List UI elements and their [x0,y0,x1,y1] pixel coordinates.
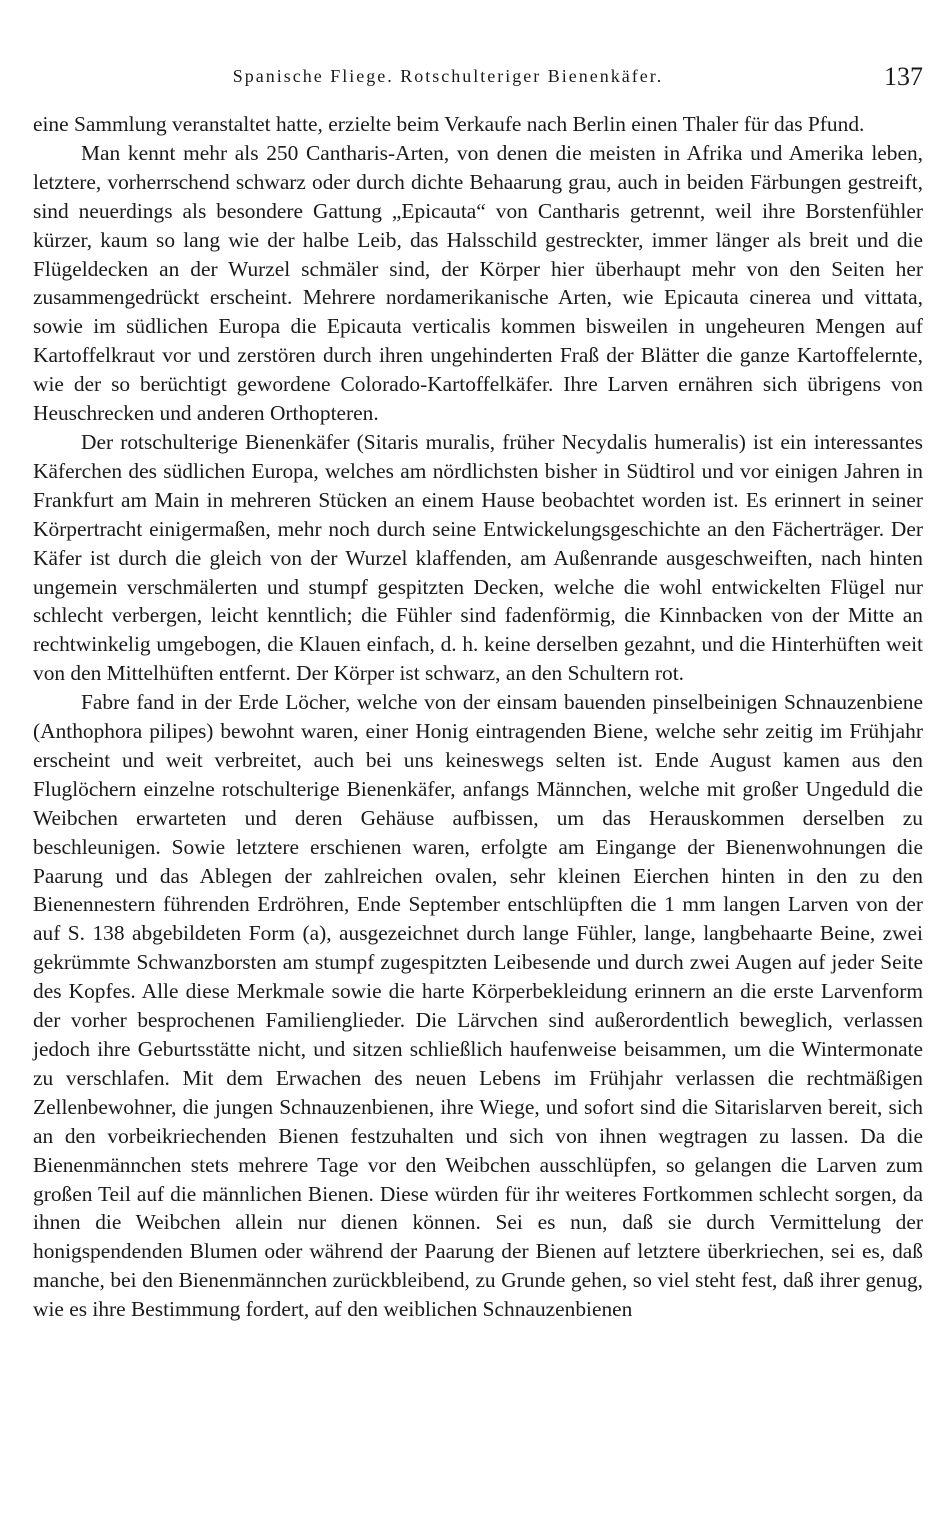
page-number: 137 [884,62,923,91]
book-page [33,0,923,1538]
paragraph-fabre-observations: Fabre fand in der Erde Löcher, welche von der einsam bauenden pinselbeinigen Schnauzenbiene (Anthophora pilipes) bewohnt waren, einer Honig eintragenden Biene, welche sehr zeitig im Frühjahr erscheint und weit verbreitet, auch bei uns keineswegs selten ist. Ende August kamen aus den Fluglöchern einzelne rotschulterige Bienenkäfer, anfangs Männchen, welche mit großer Ungeduld die Weibchen erwarteten und deren Gehäuse aufbissen, um das Herauskommen derselben zu beschleunigen. Sowie letztere erschienen waren, erfolgte am Eingange der Bienenwohnungen die Paarung und das Ablegen der zahlreichen ovalen, sehr kleinen Eierchen hinten in den zu den Bienennestern führenden Erdröhren, Ende September entschlüpften die 1 mm langen Larven von der auf S. 138 abgebildeten Form (a), ausgezeichnet durch lange Fühler, lange, langbehaarte Beine, zwei gekrümmte Schwanzborsten am stumpf zugespitzten Leibesende und durch zwei Augen auf jeder Seite des Kopfes. Alle diese Merkmale sowie die harte Körperbekleidung erinnern an die erste Larvenform der vorher besprochenen Familienglieder. Die Lärvchen sind außerordentlich beweglich, verlassen jedoch ihre Geburtsstätte nicht, und sitzen schließlich haufenweise beisammen, um die Wintermonate zu verschlafen. Mit dem Erwachen des neuen Lebens im Frühjahr verlassen die rechtmäßigen Zellenbewohner, die jungen Schnauzenbienen, ihre Wiege, und sofort sind die Sitarislarven bereit, sich an den vorbeikriechenden Bienen festzuhalten und sich von ihnen wegtragen zu lassen. Da die Bienenmännchen stets mehrere Tage vor den Weibchen ausschlüpfen, so gelangen die Larven zum großen Teil auf die männlichen Bienen. Diese würden für ihr weiteres Fortkommen schlecht sorgen, da ihnen die Weibchen allein nur dienen können. Sei es nun, daß sie durch Vermittelung der honigspendenden Blumen oder während der Paarung der Bienen auf letztere überkriechen, sei es, daß manche, bei den Bienenmännchen zurückbleibend, zu Grunde gehen, so viel steht fest, daß ihrer genug, wie es ihre Bestimmung fordert, auf den weiblichen Schnauzenbienen [33,690,923,1322]
paragraph-continuation: eine Sammlung veranstaltet hatte, erzielte beim Verkaufe nach Berlin einen Thaler für das Pfund. [33,112,865,136]
paragraph-sitaris-description: Der rotschulterige Bienenkäfer (Sitaris muralis, früher Necydalis humeralis) ist ein interessantes Käferchen des südlichen Europa, welches am nördlichsten bisher in Südtirol und vor einigen Jahren in Frankfurt am Main in mehreren Stücken an einem Hause beobachtet worden ist. Es erinnert in seiner Körpertracht einigermaßen, mehr noch durch seine Entwickelungsgeschichte an den Fächerträger. Der Käfer ist durch die gleich von der Wurzel klaffenden, am Außenrande ausgeschweiften, nach hinten ungemein verschmälerten und stumpf gespitzten Decken, welche die wohl entwickelten Flügel nur schlecht verbergen, leicht kenntlich; die Fühler sind fadenförmig, die Kinnbacken von der Mitte an rechtwinkelig umgebogen, die Klauen einfach, d. h. keine derselben gezahnt, und die Hinterhüften weit von den Mittelhüften entfernt. Der Körper ist schwarz, an den Schultern rot. [33,429,923,686]
paragraph-cantharis-species: Man kennt mehr als 250 Cantharis-Arten, von denen die meisten in Afrika und Amerika leben, letztere, vorherrschend schwarz oder durch dichte Behaarung grau, auch in beiden Färbungen gestreift, sind neuerdings als besondere Gattung „Epicauta“ von Cantharis getrennt, weil ihre Borstenfühler kürzer, kaum so lang wie der halbe Leib, das Halsschild gestreckter, immer länger als breit und die Flügeldecken an der Wurzel schmäler sind, der Körper hier überhaupt mehr von den Seiten her zusammengedrückt erscheint. Mehrere nordamerikanische Arten, wie Epicauta cinerea und vittata, sowie im südlichen Europa die Epicauta verticalis kommen bisweilen in ungeheuren Mengen auf Kartoffelkraut vor und zerstören durch ihren ungehinderten Fraß der Blätter die ganze Kartoffelernte, wie der so berüchtigt gewordene Colorado-Kartoffelkäfer. Ihre Larven ernähren sich übrigens von Heuschrecken und anderen Orthopteren. [33,140,923,426]
running-head: Spanische Fliege. Rotschulteriger Bienenkäfer. [232,66,664,86]
page-header [33,58,923,92]
body-text [33,110,923,1324]
